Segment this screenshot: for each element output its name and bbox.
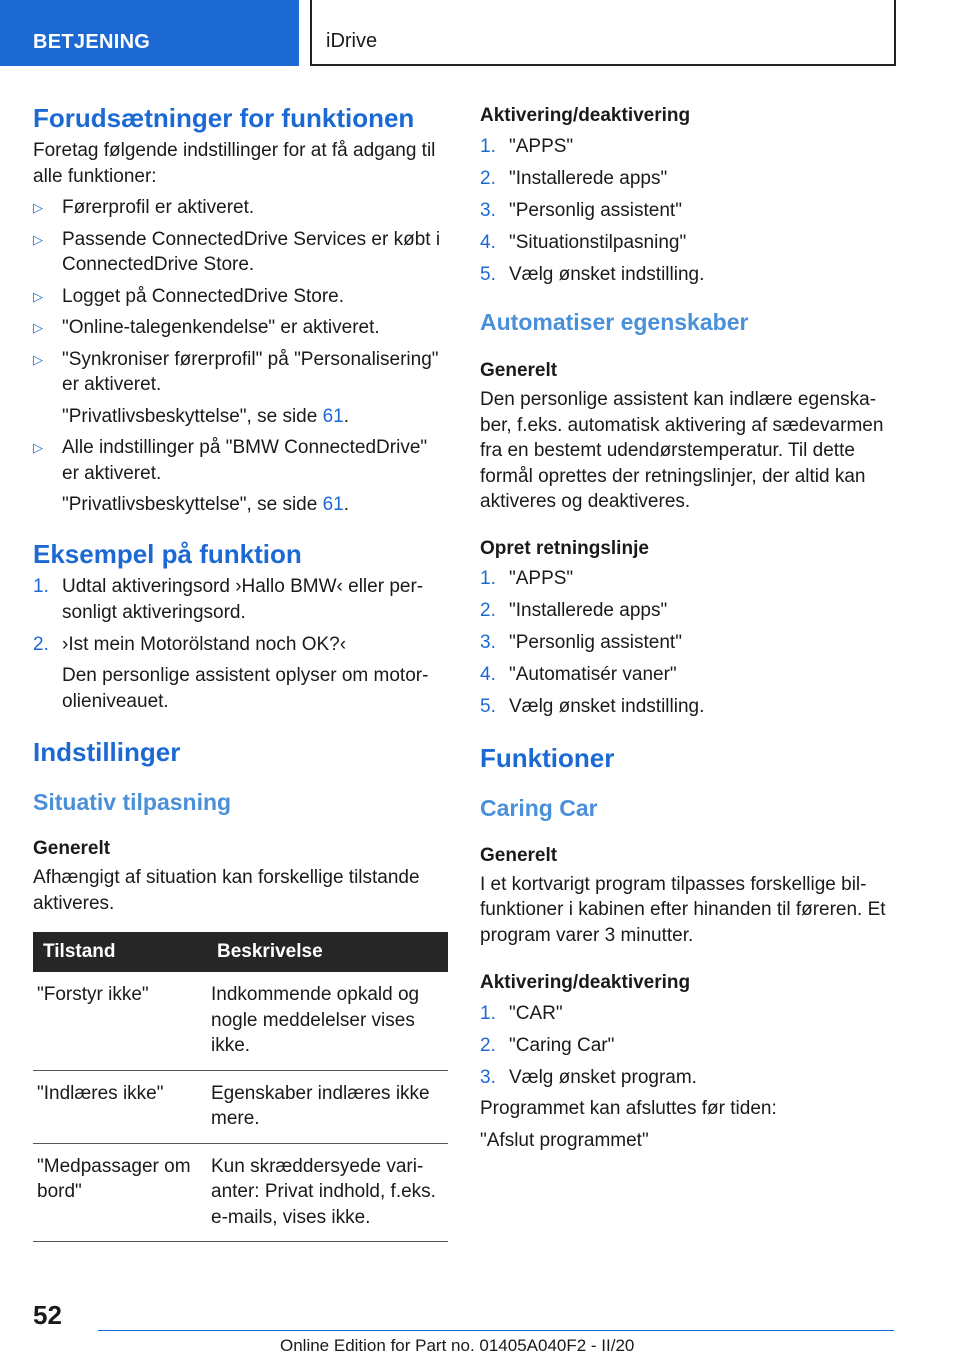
list-item: ▷ Førerprofil er aktiveret. [33, 195, 448, 221]
list-item: 1. "APPS" [480, 568, 574, 589]
list-item: 5. Vælg ønsket indstilling. [480, 263, 705, 285]
triangle-bullet-icon: ▷ [33, 231, 43, 247]
end-option: "Afslut programmet" [480, 1129, 649, 1151]
heading-create-rule: Opret retningslinje [480, 537, 649, 559]
triangle-bullet-icon: ▷ [33, 320, 43, 335]
heading-automate: Automatiser egenskaber [480, 309, 749, 335]
list-item: 3. "Personlig assistent" [480, 632, 682, 653]
list-item: 1. Udtal aktiveringsord ›Hallo BMW‹ eller personligt aktiveringsord. [33, 576, 424, 623]
list-item: ▷ "Synkroniser førerprofil" på "Personalisering" er aktiveret. "Privatlivsbeskyttelse", se side 61. [33, 347, 448, 430]
automate-text: Den personlige assistent kan indlære egenskaber, f.eks. automatisk aktivering af sædevarmen fra en bestemt udendørstemperatur. Til dette formål oprettes der retningslinjer, der altid kan aktiveres og deaktiveres. [480, 389, 884, 512]
example-note: Den personlige assistent oplyser om motorolieniveauet. [62, 665, 429, 712]
heading-activation: Aktivering/deaktivering [480, 972, 691, 993]
triangle-bullet-icon: ▷ [33, 440, 43, 455]
list-item: 2. "Installerede apps" [480, 167, 668, 189]
chapter-title: iDrive [326, 30, 378, 52]
list-item: 4. "Situationstilpasning" [480, 231, 687, 253]
activation-steps [480, 134, 900, 288]
edition-footer: Online Edition for Part no. 01405A040F2 - II/20 [280, 1336, 635, 1355]
section-title: BETJENING [33, 31, 151, 53]
situativ-text: Afhængigt af situation kan forskellige tilstande aktiveres. [33, 867, 420, 914]
list-item: 3. Vælg ønsket program. [480, 1066, 697, 1088]
left-column [33, 100, 448, 1242]
triangle-bullet-icon: ▷ [33, 200, 43, 215]
heading-example: Eksempel på funktion [33, 538, 302, 569]
list-item: 2. ›Ist mein Motorölstand noch OK?‹ Den personlige assistent oplyser om motorolieniveauet. [33, 632, 448, 715]
list-item: 4. "Automatisér vaner" [480, 664, 677, 685]
table-row: "Forstyr ikke" Indkommende opkald og nogle meddelelser vises ikke. [33, 972, 448, 1070]
page-number: 52 [33, 1300, 62, 1330]
list-item: 2. "Installerede apps" [480, 600, 668, 621]
end-text: Programmet kan afsluttes før tiden: [480, 1098, 777, 1119]
heading-prerequisites: Forudsætninger for funktionen [33, 103, 415, 133]
privacy-reference: "Privatlivsbeskyttelse", se side 61. [62, 405, 350, 427]
section-tab [0, 0, 299, 66]
caring-steps [480, 1001, 900, 1091]
list-item: 3. "Personlig assistent" [480, 199, 682, 221]
table-row: "Medpassager om bord" Kun skræddersyede varianter: Privat indhold, f.eks. e-mails, vises ikke. [33, 1143, 448, 1242]
heading-generelt: Generelt [480, 844, 558, 866]
column-header: Tilstand [33, 932, 207, 972]
create-steps [480, 566, 900, 720]
list-item: ▷ "Online-talegenkendelse" er aktiveret. [33, 315, 448, 341]
list-item: 1. "CAR" [480, 1002, 563, 1024]
heading-generelt: Generelt [480, 360, 558, 381]
triangle-bullet-icon: ▷ [33, 288, 43, 304]
example-list [33, 574, 448, 714]
list-item: 5. Vælg ønsket indstilling. [480, 696, 705, 717]
table-header-row [33, 932, 448, 972]
privacy-reference: "Privatlivsbeskyttelse", se side 61. [62, 494, 350, 515]
page-link[interactable]: 61 [322, 494, 344, 515]
list-item: ▷ Passende ConnectedDrive Services er købt i ConnectedDrive Store. [33, 228, 441, 275]
heading-generelt: Generelt [33, 838, 111, 859]
list-item: ▷ Alle indstillinger på "BMW ConnectedDrive" er aktiveret. "Privatlivsbeskyttelse", se side 61. [33, 435, 448, 518]
footer-divider [98, 1330, 894, 1331]
prereq-list [33, 195, 448, 518]
heading-activation: Aktivering/deaktivering [480, 105, 691, 126]
heading-situativ: Situativ tilpasning [33, 789, 232, 815]
right-column [480, 100, 900, 1153]
modes-table [33, 932, 448, 1242]
chapter-tab [310, 0, 896, 66]
page-link[interactable]: 61 [322, 405, 344, 427]
heading-functions: Funktioner [480, 742, 615, 773]
heading-settings: Indstillinger [33, 737, 181, 767]
column-header: Beskrivelse [207, 932, 448, 972]
caring-text: I et kortvarigt program tilpasses forskellige bilfunktioner i kabinen efter hinanden til føreren. Et program varer 3 minutter. [480, 873, 886, 946]
heading-caring-car: Caring Car [480, 794, 598, 821]
list-item: ▷ Logget på ConnectedDrive Store. [33, 284, 448, 310]
table-row: "Indlæres ikke" Egenskaber indlæres ikke mere. [33, 1070, 448, 1143]
prereq-intro: Foretag følgende indstillinger for at få adgang til alle funktioner: [33, 140, 436, 187]
triangle-bullet-icon: ▷ [33, 351, 43, 367]
list-item: 2. "Caring Car" [480, 1034, 615, 1056]
list-item: 1. "APPS" [480, 135, 574, 157]
